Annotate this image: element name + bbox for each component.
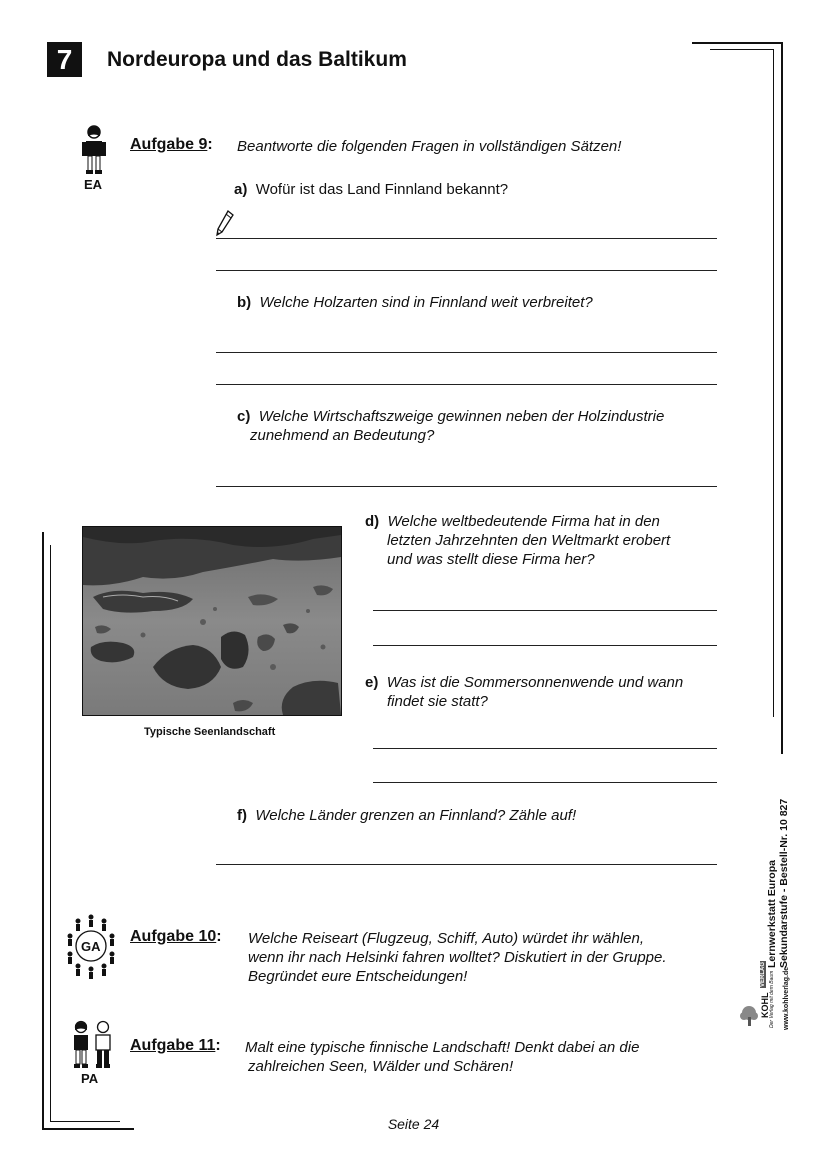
question-e <box>365 673 683 711</box>
aufgabe-9-instruction: Beantworte die folgenden Fragen in vollständigen Sätzen! <box>237 138 622 155</box>
answer-line-a2[interactable] <box>216 270 717 271</box>
page-title: Nordeuropa und das Baltikum <box>107 48 407 71</box>
frame-left-line-inner <box>50 545 51 1122</box>
frame-top-line-outer <box>692 42 782 44</box>
tree-logo-icon <box>738 1005 760 1027</box>
aufgabe-9-label: Aufgabe 9 <box>130 136 208 153</box>
aufgabe-10-text <box>248 929 667 986</box>
answer-line-e2[interactable] <box>373 782 717 783</box>
question-a-text: Wofür ist das Land Finnland bekannt? <box>255 181 509 198</box>
aufgabe-11-line1: Malt eine typische finnische Landschaft! Denkt dabei an die <box>245 1039 640 1056</box>
answer-line-d2[interactable] <box>373 645 717 646</box>
question-e-line2: findet sie statt? <box>387 693 488 710</box>
aufgabe-10-colon: : <box>216 928 222 945</box>
aufgabe-11-text <box>245 1038 639 1076</box>
pencil-icon <box>215 210 235 238</box>
chapter-number: 7 <box>47 42 82 77</box>
question-d <box>365 512 670 569</box>
aufgabe-11-line2: zahlreichen Seen, Wälder und Schären! <box>248 1058 514 1075</box>
question-e-letter: e) <box>365 674 379 691</box>
question-f-text: Welche Länder grenzen an Finnland? Zähle auf! <box>255 807 577 824</box>
answer-line-e1[interactable] <box>373 748 717 749</box>
question-c-letter: c) <box>237 408 251 425</box>
question-a <box>234 180 508 199</box>
aufgabe-11-colon: : <box>215 1037 221 1054</box>
frame-top-line-inner <box>710 49 774 50</box>
question-d-line3: und was stellt diese Firma her? <box>387 551 595 568</box>
publisher-name: KOHL <box>760 992 770 1018</box>
answer-line-d1[interactable] <box>373 610 717 611</box>
answer-line-c1[interactable] <box>216 486 717 487</box>
question-c-line1: Welche Wirtschaftszweige gewinnen neben der Holzindustrie <box>258 408 665 425</box>
question-b <box>237 293 593 312</box>
question-d-line2: letzten Jahrzehnten den Weltmarkt erobert <box>387 532 671 549</box>
aufgabe-11-label: Aufgabe 11 <box>130 1037 216 1054</box>
question-f <box>237 806 576 825</box>
work-mode-ga: GA <box>81 939 101 954</box>
question-c-line2: zunehmend an Bedeutung? <box>250 427 435 444</box>
frame-right-line-inner <box>773 49 774 717</box>
aufgabe-10-label: Aufgabe 10 <box>130 928 217 945</box>
aufgabe-10-line1: Welche Reiseart (Flugzeug, Schiff, Auto) würdet ihr wählen, <box>248 930 645 947</box>
answer-line-f1[interactable] <box>216 864 717 865</box>
frame-left-line-outer <box>42 532 44 1129</box>
question-b-text: Welche Holzarten sind in Finnland weit verbreitet? <box>259 294 593 311</box>
publisher-slogan: Der Verlag mit dem Baum <box>769 970 775 1028</box>
answer-line-a1[interactable] <box>216 238 717 239</box>
page-number: Seite 24 <box>387 1116 440 1132</box>
answer-line-b1[interactable] <box>216 352 717 353</box>
imprint-line-2: Sekundarstufe - Bestell-Nr. 10 827 <box>778 798 790 968</box>
photo-caption: Typische Seenlandschaft <box>144 726 276 738</box>
frame-right-line-outer <box>781 42 783 754</box>
aufgabe-9-heading <box>130 136 213 154</box>
pair-students-icon <box>70 1020 114 1070</box>
aufgabe-11-heading <box>130 1037 221 1055</box>
imprint-line-1: Lernwerkstatt Europa <box>766 860 778 968</box>
question-f-letter: f) <box>237 807 247 824</box>
aufgabe-9-colon: : <box>207 136 213 153</box>
aufgabe-10-heading <box>130 928 222 946</box>
work-mode-pa: PA <box>81 1071 99 1086</box>
aufgabe-10-line3: Begründet eure Entscheidungen! <box>248 968 468 985</box>
work-mode-ea: EA <box>84 177 103 192</box>
publisher-tag: VERLAG <box>760 961 766 987</box>
question-d-letter: d) <box>365 513 380 530</box>
single-student-icon <box>80 124 108 176</box>
lake-landscape-photo <box>82 526 342 716</box>
question-a-letter: a) <box>234 181 248 198</box>
imprint-website: www.kohlverlag.de <box>783 966 790 1030</box>
question-c <box>237 407 664 445</box>
answer-line-b2[interactable] <box>216 384 717 385</box>
question-e-line1: Was ist die Sommersonnenwende und wann <box>386 674 684 691</box>
question-b-letter: b) <box>237 294 252 311</box>
aufgabe-10-line2: wenn ihr nach Helsinki fahren wolltet? Diskutiert in der Gruppe. <box>248 949 667 966</box>
question-d-line1: Welche weltbedeutende Firma hat in den <box>387 513 660 530</box>
